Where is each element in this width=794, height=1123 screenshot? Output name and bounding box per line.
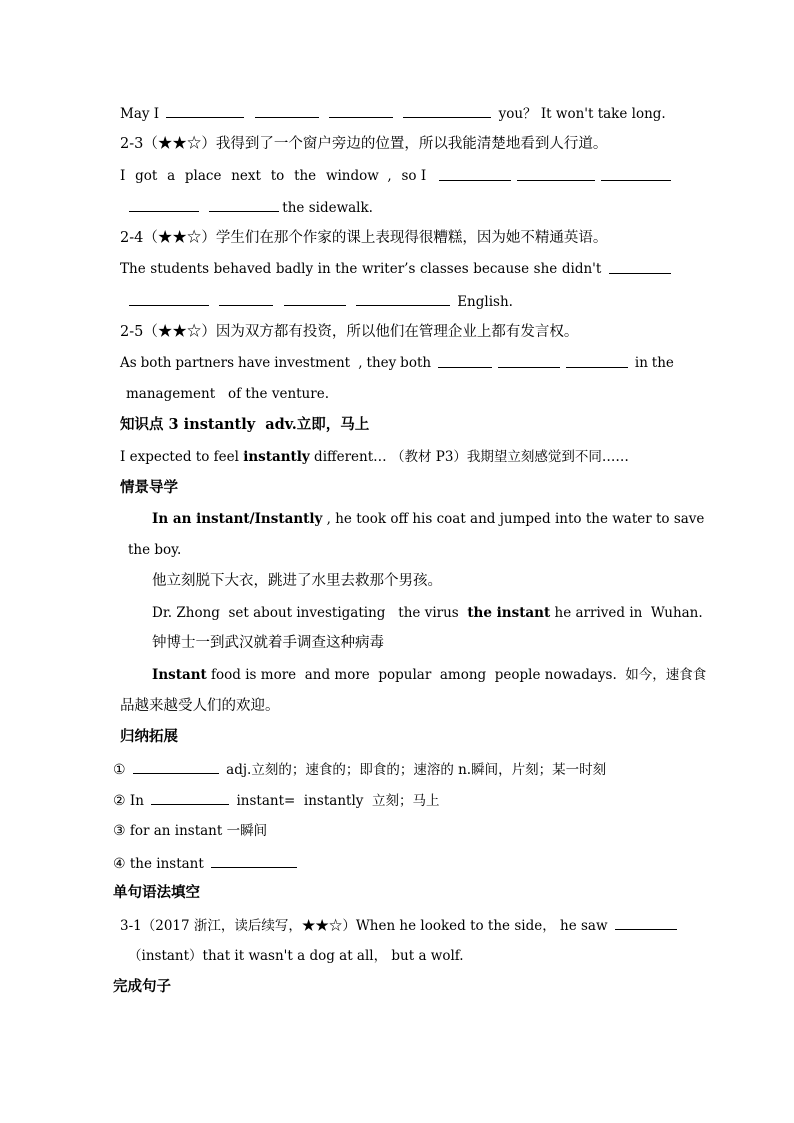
answer-blank[interactable]: [566, 354, 628, 368]
answer-blank[interactable]: [609, 260, 671, 274]
answer-blank[interactable]: [166, 104, 244, 118]
scene-sentence-2: Dr. Zhong set about investigating the virus the instant he arrived in Wuhan.: [152, 605, 703, 621]
q25-prompt: 2-5（★★☆）因为双方都有投资，所以他们在管理企业上都有发言权。: [120, 324, 579, 340]
q23-prompt: 2-3（★★☆）我得到了一个窗户旁边的位置，所以我能清楚地看到人行道。: [120, 136, 608, 152]
answer-blank[interactable]: [438, 354, 492, 368]
section-title-complete: 完成句子: [113, 978, 171, 995]
answer-blank[interactable]: [133, 760, 219, 774]
scene-sentence-3-l2: 品越来越受人们的欢迎。: [120, 698, 280, 714]
q24-sentence-l2: English.: [126, 292, 513, 311]
q23-sentence: I got a place next to the window , so I: [120, 167, 674, 186]
summary-item-1: ① adj.立刻的；速食的；即食的；速溶的 n.瞬间，片刻；某一时刻: [113, 762, 607, 778]
summary-item-2: ② In instant= instantly 立刻；马上: [113, 793, 440, 809]
answer-blank[interactable]: [255, 104, 319, 118]
q23-sentence-l2: the sidewalk.: [126, 198, 373, 217]
answer-blank[interactable]: [211, 854, 297, 868]
answer-blank[interactable]: [219, 292, 273, 306]
answer-blank[interactable]: [601, 167, 671, 181]
answer-blank[interactable]: [517, 167, 595, 181]
section-title-grammar: 单句语法填空: [113, 884, 200, 901]
answer-blank[interactable]: [439, 167, 511, 181]
answer-blank[interactable]: [129, 198, 199, 212]
answer-blank[interactable]: [284, 292, 346, 306]
q31-sentence: 3-1（2017 浙江，读后续写，★★☆）When he looked to the side， he saw: [120, 916, 680, 935]
answer-blank[interactable]: [209, 198, 279, 212]
summary-item-4: ④ the instant: [113, 854, 300, 873]
scene-sentence-1-l2: the boy.: [128, 542, 182, 558]
scene-translation-1: 他立刻脱下大衣，跳进了水里去救那个男孩。: [152, 573, 442, 589]
section-title-scene: 情景导学: [120, 479, 178, 496]
answer-blank[interactable]: [356, 292, 450, 306]
section-title-summary: 归纳拓展: [120, 728, 178, 745]
summary-item-3: ③ for an instant 一瞬间: [113, 823, 268, 839]
section-title-kp3: 知识点 3 instantly adv.立即，马上: [120, 416, 370, 433]
q24-prompt: 2-4（★★☆）学生们在那个作家的课上表现得很糟糕，因为她不精通英语。: [120, 230, 608, 246]
answer-blank[interactable]: [615, 916, 677, 930]
q22-line3: May I you？ It won't take long.: [120, 106, 666, 122]
q25-sentence: As both partners have investment , they both in the: [120, 355, 674, 371]
scene-sentence-1: In an instant/Instantly , he took off his coat and jumped into the water to save: [152, 511, 705, 527]
answer-blank[interactable]: [151, 791, 229, 805]
answer-blank[interactable]: [403, 104, 491, 118]
scene-translation-2: 钟博士一到武汉就着手调查这种病毒: [152, 635, 384, 651]
q25-sentence-l2: management of the venture.: [126, 386, 329, 402]
answer-blank[interactable]: [498, 354, 560, 368]
scene-sentence-3: Instant food is more and more popular among people nowadays. 如今，速食食: [152, 667, 707, 683]
textbook-example: I expected to feel instantly different… （教材 P3）我期望立刻感觉到不同……: [120, 449, 629, 465]
answer-blank[interactable]: [129, 292, 209, 306]
q31-sentence-l2: （instant）that it wasn't a dog at all， but a wolf.: [128, 948, 464, 964]
answer-blank[interactable]: [329, 104, 393, 118]
q24-sentence: The students behaved badly in the writer’s classes because she didn't: [120, 260, 674, 278]
